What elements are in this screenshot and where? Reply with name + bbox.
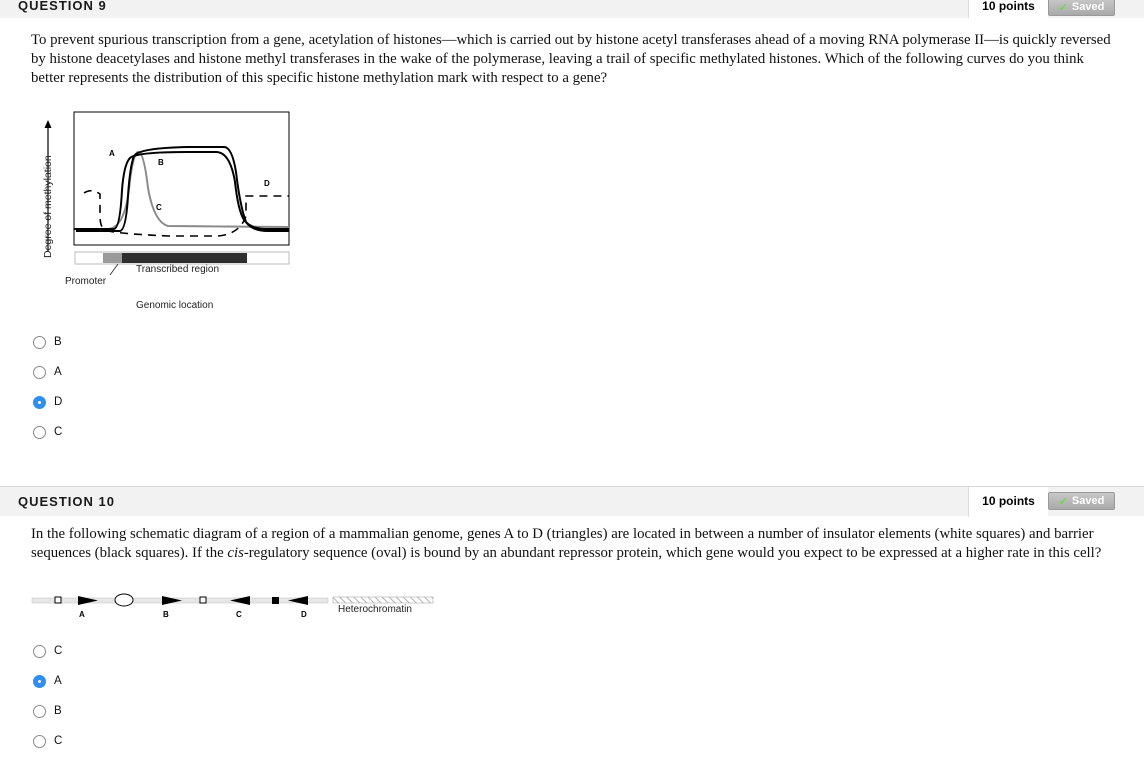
question-10-points-text: 10 points <box>982 494 1035 508</box>
question-10-title: QUESTION 10 <box>18 494 115 509</box>
insulator-1 <box>55 597 61 603</box>
curve-label-c: C <box>156 203 162 212</box>
question-10-prompt-italic: cis <box>227 545 244 561</box>
q10-option-0[interactable] <box>33 641 62 661</box>
gene-label-b: B <box>163 610 169 619</box>
question-9-prompt: To prevent spurious transcription from a gene, acetylation of histones—which is carried out by histone acetyl transferases ahead of a moving RNA polymerase II—is quickly reversed by histone deacetylases and histone methyl transferases in the wake of the polymerase, leaving a trail of specific methylated histones. Which of the following curves do you think better represents the distribution of this specific histone methylation mark with respect to a gene? <box>31 32 1111 86</box>
insulator-2 <box>200 597 206 603</box>
y-axis-label: Degree of methylation <box>42 155 54 258</box>
q10-option-1[interactable] <box>33 671 62 691</box>
question-10-figure <box>28 590 448 620</box>
gene-label-c: C <box>236 610 242 619</box>
question-9-title: QUESTION 9 <box>18 0 107 13</box>
transcribed-block <box>122 253 247 263</box>
q10-option-1-label: A <box>54 675 62 687</box>
q10-option-3-radio[interactable] <box>33 735 46 748</box>
gene-a-triangle <box>78 596 98 605</box>
q10-option-2[interactable] <box>33 701 62 721</box>
question-10-prompt-before: In the following schematic diagram of a region of a mammalian genome, genes A to D (triangles) are located in between a number of insulator elements (white squares) and barrier sequences (black squares). If the <box>31 526 1094 561</box>
question-10-header <box>0 486 1144 516</box>
heterochromatin-label: Heterochromatin <box>338 604 412 615</box>
question-9-points <box>968 0 1048 18</box>
promoter-label: Promoter <box>65 276 107 287</box>
q9-option-2-label: D <box>54 396 63 408</box>
q9-option-0[interactable] <box>33 332 62 352</box>
barrier-1 <box>272 597 279 604</box>
x-axis-label: Genomic location <box>136 300 214 311</box>
gene-b-triangle <box>162 596 182 605</box>
checkmark-icon: ✓ <box>1058 1 1068 14</box>
transcribed-region-label: Transcribed region <box>136 264 220 275</box>
gene-d-triangle <box>288 596 308 605</box>
q10-option-3[interactable] <box>33 731 62 751</box>
question-9-figure <box>28 110 338 325</box>
q10-option-0-label: C <box>54 645 63 657</box>
q9-option-1-label: A <box>54 366 62 378</box>
question-10-saved-badge <box>1048 492 1115 510</box>
question-9-saved-text: Saved <box>1071 1 1105 13</box>
q10-option-0-radio[interactable] <box>33 645 46 658</box>
q9-option-0-label: B <box>54 336 62 348</box>
q9-option-2-radio[interactable] <box>33 396 46 409</box>
question-9-points-text: 10 points <box>982 0 1035 13</box>
promoter-pointer <box>110 264 118 275</box>
question-10-prompt-after: -regulatory sequence (oval) is bound by an abundant repressor protein, which gene would you expect to be expressed at a higher rate in this cell? <box>243 545 1102 561</box>
question-10-prompt <box>31 525 1116 563</box>
y-axis-arrowhead <box>45 120 52 128</box>
promoter-block <box>103 253 122 263</box>
question-9-header <box>0 0 1144 18</box>
plot-frame <box>74 112 289 245</box>
question-10-saved-text: Saved <box>1071 495 1105 507</box>
curve-label-d: D <box>264 179 270 188</box>
q9-option-2[interactable] <box>33 392 62 412</box>
heterochromatin-region <box>333 597 433 603</box>
q9-option-3[interactable] <box>33 422 62 442</box>
curve-label-b: B <box>158 158 164 167</box>
question-10-points <box>968 487 1048 517</box>
q9-option-3-radio[interactable] <box>33 426 46 439</box>
q10-option-2-label: B <box>54 705 62 717</box>
curve-label-a: A <box>109 149 115 158</box>
q9-option-1[interactable] <box>33 362 62 382</box>
cis-regulatory-oval <box>115 594 133 606</box>
q10-option-1-radio[interactable] <box>33 675 46 688</box>
q10-option-2-radio[interactable] <box>33 705 46 718</box>
q9-option-0-radio[interactable] <box>33 336 46 349</box>
q9-option-3-label: C <box>54 426 63 438</box>
gene-label-d: D <box>301 610 307 619</box>
gene-label-a: A <box>79 610 85 619</box>
question-9-saved-badge <box>1048 0 1115 16</box>
q9-option-1-radio[interactable] <box>33 366 46 379</box>
gene-c-triangle <box>230 596 250 605</box>
checkmark-icon: ✓ <box>1058 495 1068 508</box>
q10-option-3-label: C <box>54 735 63 747</box>
